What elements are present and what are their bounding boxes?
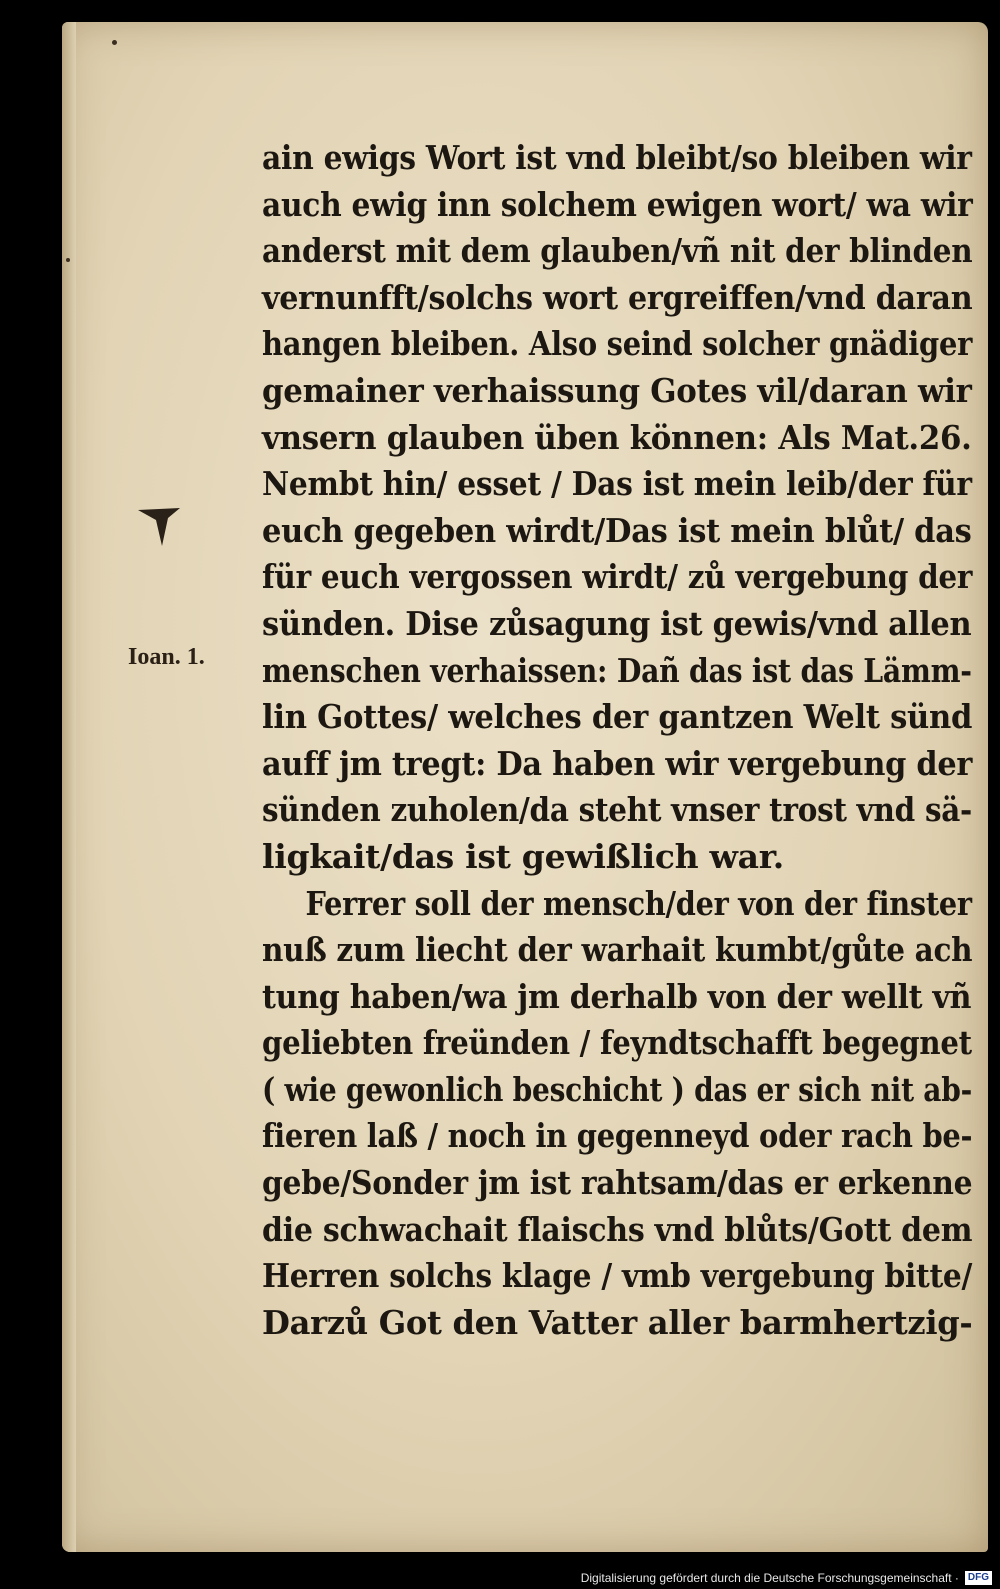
text-line: sünden zuholen/da steht vnser trost vnd sä- (262, 790, 973, 830)
text-line: vnsern glauben üben können: Als Mat.26. (262, 417, 972, 457)
text-line: gemainer verhaissung Gotes vil/daran wir (262, 370, 972, 410)
text-line: anderst mit dem glauben/vñ nit der blinden (262, 231, 973, 271)
text-line: Nembt hin/ esset / Das ist mein leib/der für (262, 464, 972, 504)
text-line: euch gegeben wirdt/Das ist mein blůt/ das (262, 510, 972, 550)
text-line: Herren solchs klage / vmb vergebung bitte/ (262, 1256, 973, 1296)
text-line: menschen verhaissen: Dañ das ist das Lämm- (262, 650, 972, 690)
marginal-note: Ioan. 1. (128, 644, 205, 670)
text-line: für euch vergossen wirdt/ zů vergebung der (262, 557, 973, 597)
text-line: geliebten freünden / feyndtschafft begegnet (262, 1023, 972, 1063)
text-line: ain ewigs Wort ist vnd bleibt/so bleiben wir (262, 138, 972, 177)
text-line: ( wie gewonlich beschicht ) das er sich nit ab- (262, 1069, 972, 1109)
text-line: Darzů Got den Vatter aller barmhertzig- (262, 1302, 973, 1342)
text-line: vernunfft/solchs wort ergreiffen/vnd daran (262, 277, 973, 317)
digitization-footer (581, 1569, 992, 1587)
text-line: lin Gottes/ welches der gantzen Welt sünd (262, 697, 973, 737)
footer-text: Digitalisierung gefördert durch die Deutsche Forschungsgemeinschaft · (580, 1571, 959, 1585)
text-line: fieren laß / noch in gegenneyd oder rach be- (262, 1116, 973, 1156)
text-line: auch ewig inn solchem ewigen wort/ wa wir (262, 184, 973, 224)
text-line: ligkait/das ist gewißlich war. (262, 836, 784, 876)
text-line: tung haben/wa jm derhalb von der wellt vñ (262, 976, 972, 1016)
text-line: Ferrer soll der mensch/der von der finster (305, 883, 972, 923)
text-line: gebe/Sonder jm ist rahtsam/das er erkenne (262, 1163, 973, 1203)
text-line: sünden. Dise zůsagung ist gewis/vnd allen (262, 603, 972, 643)
page-edge (62, 22, 76, 1552)
dfg-logo: DFG (965, 1571, 992, 1585)
ink-spot (66, 258, 70, 262)
ink-spot (112, 40, 117, 45)
text-line: die schwachait flaischs vnd blůts/Gott dem (262, 1209, 973, 1249)
text-line: hangen bleiben. Also seind solcher gnädiger (262, 324, 973, 364)
text-line: auff jm tregt: Da haben wir vergebung der (262, 743, 973, 783)
manicule-mark-icon (138, 506, 180, 550)
text-line: nuß zum liecht der warhait kumbt/gůte ach (262, 930, 973, 970)
body-text (262, 135, 972, 1346)
